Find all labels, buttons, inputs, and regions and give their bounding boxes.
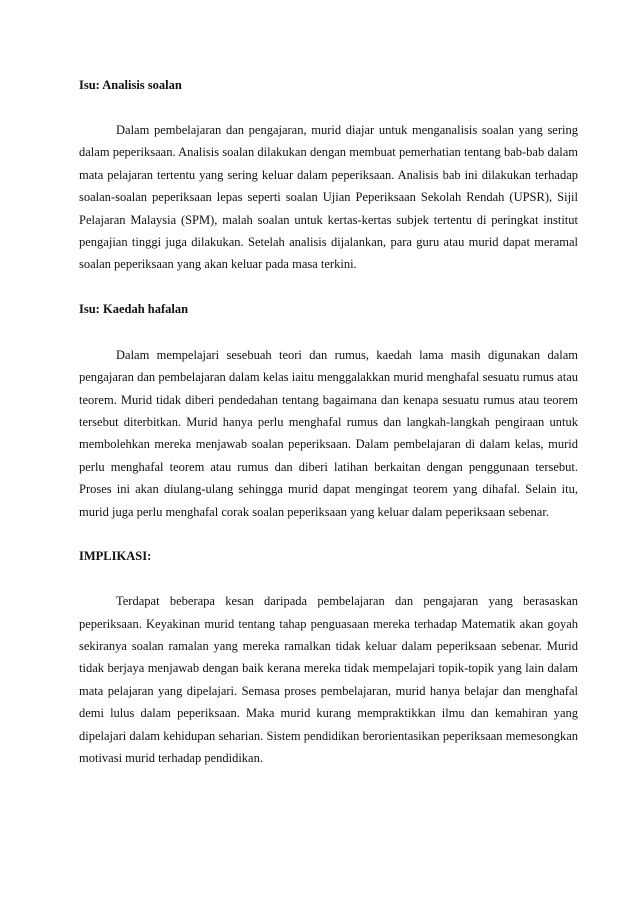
section-paragraph-analisis-soalan: Dalam pembelajaran dan pengajaran, murid diajar untuk menganalisis soalan yang sering dalam peperiksaan. Analisis soalan dilakukan dengan membuat pemerhatian tentang bab-bab dalam mata pelajaran tertentu yang sering keluar dalam peperiksaan. Analisis bab ini dilakukan terhadap soalan-soalan peperiksaan lepas seperti soalan Ujian Peperiksaan Sekolah Rendah (UPSR), Sijil Pelajaran Malaysia (SPM), malah soalan untuk kertas-kertas subjek tertentu di peringkat institut pengajian tinggi juga dilakukan. Setelah analisis dijalankan, para guru atau murid dapat meramal soalan peperiksaan yang akan keluar pada masa terkini. (79, 123, 578, 272)
document-body (79, 74, 578, 769)
section-paragraph-implikasi: Terdapat beberapa kesan daripada pembelajaran dan pengajaran yang berasaskan peperiksaan. Keyakinan murid tentang tahap penguasaan mereka terhadap Matematik akan goyah sekiranya soalan ramalan yang mereka ramalkan tidak keluar dalam peperiksaan sebenar. Murid tidak berjaya menjawab dengan baik kerana mereka tidak mempelajari topik-topik yang lain dalam mata pelajaran yang dipelajari. Semasa proses pembelajaran, murid hanya belajar dan menghafal demi lulus dalam peperiksaan. Maka murid kurang mempraktikkan ilmu dan kemahiran yang dipelajari dalam kehidupan seharian. Sistem pendidikan berorientasikan peperiksaan memesongkan motivasi murid terhadap pendidikan. (79, 594, 578, 765)
section-paragraph-kaedah-hafalan: Dalam mempelajari sesebuah teori dan rumus, kaedah lama masih digunakan dalam pengajaran dan pembelajaran dalam kelas iaitu menggalakkan murid menghafal sesuatu rumus atau teorem. Murid tidak diberi pendedahan tentang bagaimana dan kenapa sesuatu rumus atau teorem tersebut diterbitkan. Murid hanya perlu menghafal rumus dan langkah-langkah pengiraan untuk membolehkan mereka menjawab soalan peperiksaan. Dalam pembelajaran di dalam kelas, murid perlu menghafal teorem atau rumus dan diberi latihan berkaitan dengan penggunaan tersebut. Proses ini akan diulang-ulang sehingga murid dapat mengingat teorem yang dihafal. Selain itu, murid juga perlu menghafal corak soalan peperiksaan yang keluar dalam peperiksaan sebenar. (79, 347, 578, 519)
section-heading-implikasi: IMPLIKASI: (79, 549, 152, 564)
section-heading-kaedah-hafalan: Isu: Kaedah hafalan (79, 301, 189, 316)
section-heading-analisis-soalan: Isu: Analisis soalan (79, 78, 182, 92)
